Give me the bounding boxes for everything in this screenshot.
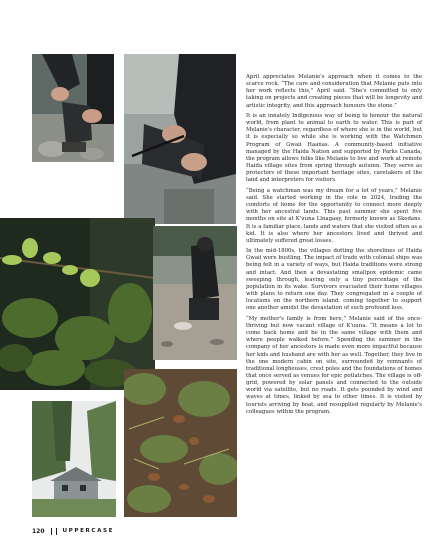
article-paragraph: In the mid-1800s, the villages dotting the shorelines of Haida Gwaii were bustling. The impact of trade with colonial ships was being felt in a variety of ways, but Haida traditions were strong and intact. And then a devastating smallpox epidemic came sweeping through, leaving only a tiny percentage of the population in its wake. Survivors evacuated their home villages with plans to return one day. They congregated in a couple of locations on the northern island, coming together to support one another amidst the devastation of such profound loss. bbox=[246, 248, 422, 312]
article-paragraph: “Being a watchman was my dream for a lot of years,” Melanie said. She started working in the role in 2024, trading the comforts of home for the opportunity to connect more deeply with her ancestral lands. This past summer she spent five months on site at K'uuna Llnagaay, formerly known as Skedans. It is a familiar place, lands and waters that she visited often as a kid. It is also where her ancestors lived and thrived and ultimately suffered great losses. bbox=[246, 187, 422, 244]
photo-spruce-branch bbox=[0, 218, 155, 390]
photo-carving-stone bbox=[124, 54, 236, 224]
article-paragraph: April appreciates Melanie's approach when it comes to the scarce rock. “The care and consideration that Melanie puts into her work reflects this,” April said. “She's committed to only taking on projects and creating pieces that will be longevity and artistic integrity, and this approach honours the stone.” bbox=[246, 74, 422, 109]
divider-bars-icon bbox=[51, 528, 57, 535]
page-footer bbox=[32, 526, 114, 536]
photo-forest-cabin bbox=[32, 401, 116, 517]
photo-hands-holding-stone bbox=[32, 54, 114, 162]
page-number: 120 bbox=[32, 527, 45, 535]
article-paragraph: It is an innately Indigenous way of being to honour the natural world, from plant to animal to earth to water. This is part of Melanie's character, regardless of where she is in the world, but it is especially so while she is working with the Watchmen Program of Gwaii Haanas. A community-based initiative managed by the Haida Nation and supported by Parks Canada, the program allows folks like Melanie to live and work at remote Haida village sites from spring through autumn. They serve as protectors of these important heritage sites, caretakers of the land and interpreters for visitors. bbox=[246, 112, 422, 184]
article-paragraph: “My mother's family is from here,” Melanie said of the once-thriving but now vacant village of K'uuna. “It means a lot to come back home and be in the same village with them and where people walked before.” Spending the summer in the company of her ancestors is made even more impactful because her kids and husband are with her as well. Together, they live in the one modern cabin on site, surrounded by remnants of traditional longhouses, crest poles and the foundations of homes that once served as venues for epic potlatches. The village is off-grid, powered by solar panels and connected to the outside world via satellite, but no roads. It gets pounded by wind and waves at times, linked by sea to other times. It is visited by tourists arriving by boat, and resupplied regularly by Melanie's colleagues within the program. bbox=[246, 315, 422, 415]
article-body bbox=[246, 74, 422, 419]
photo-forest-floor-cones bbox=[124, 369, 237, 517]
photo-person-on-shore bbox=[153, 226, 237, 360]
magazine-title: UPPERCASE bbox=[62, 528, 115, 534]
